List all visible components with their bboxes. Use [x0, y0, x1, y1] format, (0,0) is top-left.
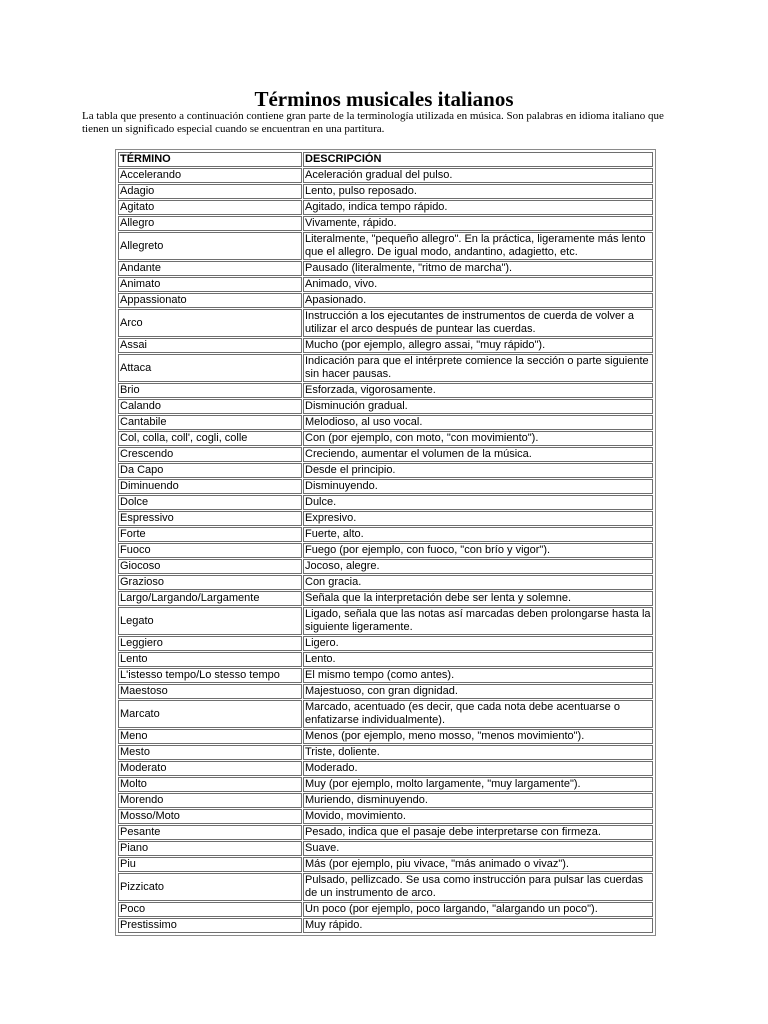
term-cell: Brio: [118, 383, 302, 398]
table-row: [118, 338, 653, 353]
term-cell: Largo/Largando/Largamente: [118, 591, 302, 606]
description-cell: Muy (por ejemplo, molto largamente, "muy largamente").: [303, 777, 653, 792]
table-row: [118, 793, 653, 808]
table-row: [118, 354, 653, 382]
description-cell: Mucho (por ejemplo, allegro assai, "muy rápido").: [303, 338, 653, 353]
term-cell: Molto: [118, 777, 302, 792]
table-row: [118, 431, 653, 446]
table-row: [118, 216, 653, 231]
term-cell: Morendo: [118, 793, 302, 808]
description-cell: Un poco (por ejemplo, poco largando, "alargando un poco").: [303, 902, 653, 917]
description-cell: Aceleración gradual del pulso.: [303, 168, 653, 183]
description-cell: Lento, pulso reposado.: [303, 184, 653, 199]
term-cell: Prestissimo: [118, 918, 302, 933]
term-cell: Marcato: [118, 700, 302, 728]
description-cell: Jocoso, alegre.: [303, 559, 653, 574]
term-cell: Calando: [118, 399, 302, 414]
term-cell: Andante: [118, 261, 302, 276]
description-cell: Esforzada, vigorosamente.: [303, 383, 653, 398]
description-cell: Más (por ejemplo, piu vivace, "más animado o vivaz").: [303, 857, 653, 872]
description-cell: Desde el principio.: [303, 463, 653, 478]
table-row: [118, 463, 653, 478]
description-cell: Suave.: [303, 841, 653, 856]
table-row: [118, 168, 653, 183]
table-row: [118, 761, 653, 776]
table-row: [118, 745, 653, 760]
term-cell: Meno: [118, 729, 302, 744]
table-row: [118, 873, 653, 901]
description-cell: Disminuyendo.: [303, 479, 653, 494]
table-row: [118, 777, 653, 792]
table-row: [118, 495, 653, 510]
table-row: [118, 857, 653, 872]
description-cell: Apasionado.: [303, 293, 653, 308]
term-cell: Legato: [118, 607, 302, 635]
table-row: [118, 607, 653, 635]
header-description: DESCRIPCIÓN: [303, 152, 653, 167]
term-cell: Leggiero: [118, 636, 302, 651]
description-cell: Animado, vivo.: [303, 277, 653, 292]
header-term: TÉRMINO: [118, 152, 302, 167]
term-cell: Poco: [118, 902, 302, 917]
table-row: [118, 511, 653, 526]
term-cell: Giocoso: [118, 559, 302, 574]
table-row: [118, 200, 653, 215]
description-cell: Vivamente, rápido.: [303, 216, 653, 231]
term-cell: Maestoso: [118, 684, 302, 699]
description-cell: Fuego (por ejemplo, con fuoco, "con brío y vigor").: [303, 543, 653, 558]
description-cell: Movido, movimiento.: [303, 809, 653, 824]
table-row: [118, 729, 653, 744]
description-cell: Majestuoso, con gran dignidad.: [303, 684, 653, 699]
description-cell: Ligado, señala que las notas así marcadas deben prolongarse hasta la siguiente ligeramente.: [303, 607, 653, 635]
table-row: [118, 841, 653, 856]
term-cell: Attaca: [118, 354, 302, 382]
term-cell: Fuoco: [118, 543, 302, 558]
description-cell: Con (por ejemplo, con moto, "con movimiento").: [303, 431, 653, 446]
description-cell: Lento.: [303, 652, 653, 667]
term-cell: Allegreto: [118, 232, 302, 260]
term-cell: Mesto: [118, 745, 302, 760]
table-row: [118, 809, 653, 824]
term-cell: Cantabile: [118, 415, 302, 430]
term-cell: Grazioso: [118, 575, 302, 590]
terms-table: [117, 151, 654, 934]
description-cell: Pausado (literalmente, "ritmo de marcha").: [303, 261, 653, 276]
table-row: [118, 479, 653, 494]
table-row: [118, 700, 653, 728]
description-cell: Indicación para que el intérprete comience la sección o parte siguiente sin hacer pausas.: [303, 354, 653, 382]
table-row: [118, 232, 653, 260]
term-cell: Appassionato: [118, 293, 302, 308]
description-cell: Marcado, acentuado (es decir, que cada nota debe acentuarse o enfatizarse individualmente).: [303, 700, 653, 728]
description-cell: Señala que la interpretación debe ser lenta y solemne.: [303, 591, 653, 606]
table-row: [118, 293, 653, 308]
description-cell: Disminución gradual.: [303, 399, 653, 414]
term-cell: Adagio: [118, 184, 302, 199]
description-cell: Expresivo.: [303, 511, 653, 526]
description-cell: Menos (por ejemplo, meno mosso, "menos movimiento").: [303, 729, 653, 744]
term-cell: Pesante: [118, 825, 302, 840]
description-cell: Fuerte, alto.: [303, 527, 653, 542]
description-cell: Creciendo, aumentar el volumen de la música.: [303, 447, 653, 462]
table-row: [118, 184, 653, 199]
description-cell: Literalmente, "pequeño allegro". En la práctica, ligeramente más lento que el allegro. De igual modo, andantino, adagietto, etc.: [303, 232, 653, 260]
description-cell: Pulsado, pellizcado. Se usa como instrucción para pulsar las cuerdas de un instrumento de arco.: [303, 873, 653, 901]
table-row: [118, 652, 653, 667]
table-row: [118, 902, 653, 917]
table-row: [118, 636, 653, 651]
description-cell: El mismo tempo (como antes).: [303, 668, 653, 683]
term-cell: Assai: [118, 338, 302, 353]
description-cell: Con gracia.: [303, 575, 653, 590]
description-cell: Melodioso, al uso vocal.: [303, 415, 653, 430]
term-cell: Diminuendo: [118, 479, 302, 494]
table-row: [118, 684, 653, 699]
table-row: [118, 668, 653, 683]
description-cell: Muy rápido.: [303, 918, 653, 933]
description-cell: Ligero.: [303, 636, 653, 651]
description-cell: Moderado.: [303, 761, 653, 776]
table-row: [118, 399, 653, 414]
table-row: [118, 575, 653, 590]
table-row: [118, 261, 653, 276]
term-cell: Piu: [118, 857, 302, 872]
term-cell: Moderato: [118, 761, 302, 776]
description-cell: Agitado, indica tempo rápido.: [303, 200, 653, 215]
table-row: [118, 527, 653, 542]
table-row: [118, 447, 653, 462]
table-row: [118, 309, 653, 337]
term-cell: Allegro: [118, 216, 302, 231]
table-row: [118, 918, 653, 933]
table-header-row: [118, 152, 653, 167]
term-cell: Arco: [118, 309, 302, 337]
term-cell: Dolce: [118, 495, 302, 510]
description-cell: Pesado, indica que el pasaje debe interpretarse con firmeza.: [303, 825, 653, 840]
description-cell: Instrucción a los ejecutantes de instrumentos de cuerda de volver a utilizar el arco después de puntear las cuerdas.: [303, 309, 653, 337]
term-cell: Forte: [118, 527, 302, 542]
term-cell: Lento: [118, 652, 302, 667]
term-cell: L'istesso tempo/Lo stesso tempo: [118, 668, 302, 683]
terms-table-body: [118, 168, 653, 933]
term-cell: Espressivo: [118, 511, 302, 526]
description-cell: Triste, doliente.: [303, 745, 653, 760]
table-row: [118, 825, 653, 840]
intro-paragraph: La tabla que presento a continuación contiene gran parte de la terminología utilizada en música. Son palabras en idioma italiano que tienen un significado especial cuando se encuentran en una partitura.: [82, 110, 664, 135]
term-cell: Pizzicato: [118, 873, 302, 901]
table-row: [118, 383, 653, 398]
term-cell: Agitato: [118, 200, 302, 215]
description-cell: Muriendo, disminuyendo.: [303, 793, 653, 808]
term-cell: Animato: [118, 277, 302, 292]
page-title: Términos musicales italianos: [254, 87, 514, 111]
table-row: [118, 543, 653, 558]
term-cell: Piano: [118, 841, 302, 856]
terms-table-frame: [115, 149, 656, 936]
term-cell: Accelerando: [118, 168, 302, 183]
term-cell: Da Capo: [118, 463, 302, 478]
table-row: [118, 591, 653, 606]
description-cell: Dulce.: [303, 495, 653, 510]
term-cell: Col, colla, coll', cogli, colle: [118, 431, 302, 446]
term-cell: Crescendo: [118, 447, 302, 462]
term-cell: Mosso/Moto: [118, 809, 302, 824]
table-row: [118, 559, 653, 574]
table-row: [118, 277, 653, 292]
table-row: [118, 415, 653, 430]
